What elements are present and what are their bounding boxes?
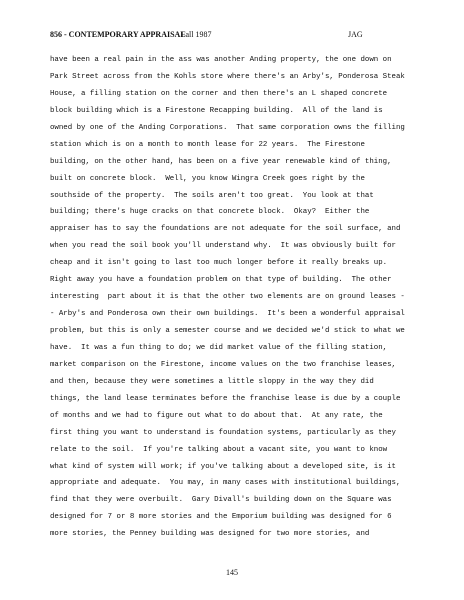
body-text bbox=[50, 52, 450, 543]
text-line: appropriate and adequate. You may, in many cases with institutional buildings, bbox=[50, 479, 401, 488]
text-line: first thing you want to understand is foundation systems, particularly as they bbox=[50, 428, 396, 437]
text-line: appraiser has to say the foundations are not adequate for the soil surface, and bbox=[50, 225, 401, 234]
text-line: more stories, the Penney building was designed for two more stories, and bbox=[50, 530, 370, 539]
page-header bbox=[50, 29, 424, 41]
text-line: market comparison on the Firestone, income values on the two franchise leases, bbox=[50, 360, 396, 369]
text-line: what kind of system will work; if you've talking about a developed site, is it bbox=[50, 462, 396, 471]
text-line: have. It was a fun thing to do; we did market value of the filling station, bbox=[50, 343, 388, 352]
term-label: Fall 1987 bbox=[181, 30, 212, 39]
text-line: designed for 7 or 8 more stories and the Emporium building was designed for 6 bbox=[50, 513, 392, 522]
text-line: when you read the soil book you'll understand why. It was obviously built for bbox=[50, 242, 396, 251]
text-line: and then, because they were sometimes a little sloppy in the way they did bbox=[50, 377, 374, 386]
text-line: of months and we had to figure out what to do about that. At any rate, the bbox=[50, 411, 383, 420]
text-line: problem, but this is only a semester course and we decided we'd stick to what we bbox=[50, 327, 405, 335]
text-line: built on concrete block. Well, you know Wingra Creek goes right by the bbox=[50, 174, 365, 183]
text-line: relate to the soil. If you're talking about a vacant site, you want to know bbox=[50, 445, 388, 454]
text-line: block building which is a Firestone Recapping building. All of the land is bbox=[50, 106, 383, 115]
text-line: Park Street across from the Kohls store where there's an Arby's, Ponderosa Steak bbox=[50, 72, 405, 81]
text-line: Right away you have a foundation problem on that type of building. The other bbox=[50, 276, 392, 285]
text-line: southside of the property. The soils aren't too great. You look at that bbox=[50, 191, 374, 200]
text-line: interesting part about it is that the other two elements are on ground leases - bbox=[50, 293, 405, 302]
author-initials: JAG bbox=[348, 30, 363, 39]
text-line: find that they were overbuilt. Gary Divall's building down on the Square was bbox=[50, 496, 392, 505]
text-line: owned by one of the Anding Corporations. That same corporation owns the filling bbox=[50, 123, 405, 132]
text-line: have been a real pain in the ass was another Anding property, the one down on bbox=[50, 56, 392, 64]
page-number: 145 bbox=[226, 568, 238, 577]
text-line: cheap and it isn't going to last too much longer before it really breaks up. bbox=[50, 259, 388, 268]
text-line: station which is on a month to month lease for 22 years. The Firestone bbox=[50, 140, 365, 149]
text-line: building; there's huge cracks on that concrete block. Okay? Either the bbox=[50, 208, 370, 217]
text-line: House, a filling station on the corner and then there's an L shaped concrete bbox=[50, 89, 388, 98]
text-line: - Arby's and Ponderosa own their own buildings. It's been a wonderful appraisal bbox=[50, 310, 405, 319]
text-line: building, on the other hand, has been on a five year renewable kind of thing, bbox=[50, 157, 392, 166]
text-line: things, the land lease terminates before the franchise lease is due by a couple bbox=[50, 394, 401, 403]
course-title: 856 - CONTEMPORARY APPRAISAL bbox=[50, 30, 186, 39]
